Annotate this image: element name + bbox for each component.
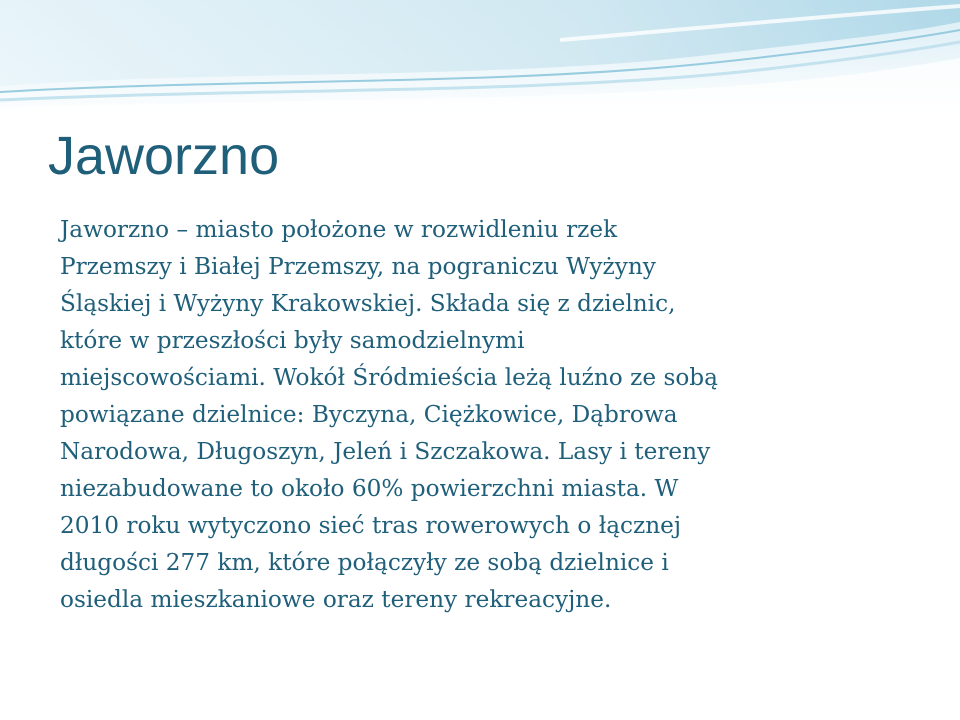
body-line: Śląskiej i Wyżyny Krakowskiej. Składa się z dzielnic, (60, 290, 676, 317)
body-line: Przemszy i Białej Przemszy, na pograniczu Wyżyny (60, 253, 656, 280)
body-line: osiedla mieszkaniowe oraz tereny rekreacyjne. (60, 586, 612, 613)
body-line: Narodowa, Długoszyn, Jeleń i Szczakowa. Lasy i tereny (60, 438, 711, 465)
body-line: Jaworzno – miasto położone w rozwidleniu rzek (60, 216, 618, 243)
body-line: niezabudowane to około 60% powierzchni miasta. W (60, 475, 679, 502)
body-line: 2010 roku wytyczono sieć tras rowerowych o łącznej (60, 512, 682, 539)
body-line: powiązane dzielnice: Byczyna, Ciężkowice, Dąbrowa (60, 401, 678, 428)
body-line: długości 277 km, które połączyły ze sobą dzielnice i (60, 549, 669, 576)
body-paragraph (60, 211, 920, 618)
body-line: które w przeszłości były samodzielnymi (60, 327, 525, 354)
body-line: miejscowościami. Wokół Śródmieścia leżą luźno ze sobą (60, 364, 718, 391)
header-wave-decoration (0, 0, 960, 120)
slide-title: Jaworzno (48, 126, 280, 186)
